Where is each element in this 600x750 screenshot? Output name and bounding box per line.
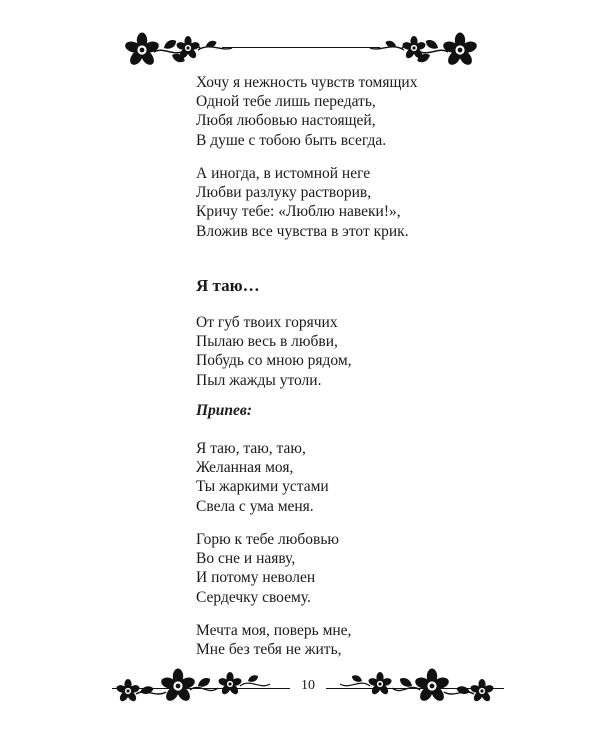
verse-line: Горю к тебе любовью xyxy=(196,531,339,548)
top-rule xyxy=(222,47,380,48)
stanza-2 xyxy=(196,164,409,241)
refrain-stanza-2 xyxy=(196,530,339,607)
verse-line: Пыл жажды утоли. xyxy=(196,371,322,389)
verse-line: Кричу тебе: «Люблю навеки!», xyxy=(196,203,401,221)
verse-line: Я таю, таю, таю, xyxy=(196,440,306,457)
verse-line: Любви разлуку растворив, xyxy=(196,184,372,202)
refrain-stanza-3 xyxy=(196,621,351,659)
refrain-label: Припев: xyxy=(196,402,253,419)
verse-line: Свела с ума меня. xyxy=(196,497,314,515)
verse-line: Хочу я нежность чувств томящих xyxy=(196,74,418,91)
verse-line: А иногда, в истомной неге xyxy=(196,165,371,182)
verse-line: Мне без тебя не жить, xyxy=(196,641,342,659)
floral-border-bottom-icon xyxy=(110,660,500,710)
verse-line: Одной тебе лишь передать, xyxy=(196,93,376,111)
verse-line: От губ твоих горячих xyxy=(196,314,338,331)
verse-line: Пылаю весь в любви, xyxy=(196,333,338,351)
verse-line: И потому неволен xyxy=(196,569,316,587)
verse-line: Вложив все чувства в этот крик. xyxy=(196,222,409,240)
verse-line: Во сне и наяву, xyxy=(196,550,296,568)
verse-line: В душе с тобою быть всегда. xyxy=(196,131,387,149)
verse-line: Желанная моя, xyxy=(196,459,294,477)
verse-line: Ты жаркими устами xyxy=(196,478,329,496)
poem-title: Я таю… xyxy=(196,276,260,295)
refrain-stanza-1 xyxy=(196,439,329,516)
verse-line: Сердечку своему. xyxy=(196,588,311,606)
floral-border-top-icon xyxy=(120,28,482,72)
verse-line: Побудь со мною рядом, xyxy=(196,352,352,370)
stanza-3 xyxy=(196,313,352,390)
stanza-1 xyxy=(196,73,417,150)
verse-line: Любя любовью настоящей, xyxy=(196,112,376,130)
page-number: 10 xyxy=(301,678,315,693)
verse-line: Мечта моя, поверь мне, xyxy=(196,622,352,639)
